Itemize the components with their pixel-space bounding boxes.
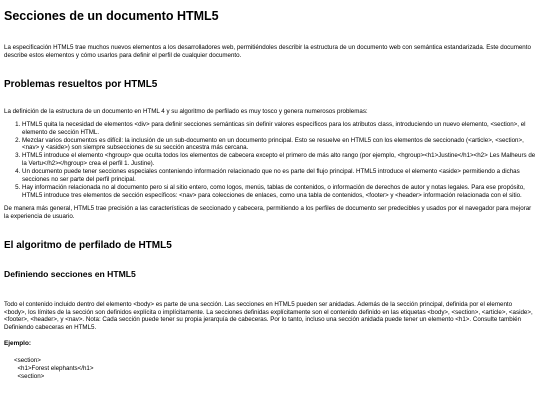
problems-summary: De manera más general, HTML5 trae precisión a las características de seccionado y cabecera, permitiendo a los perfiles de documento ser predecibles y usados por el navegador para mejorar la experiencia de usuario. — [4, 204, 532, 220]
problems-heading: Problemas resueltos por HTML5 — [4, 78, 158, 90]
list-item: 1. HTML5 quita la necesidad de elementos <div> para definir secciones semánticas sin definir valores específicos para los atributos class, introduciendo un nuevo elemento, <section>, el elemento de sección HTML. — [22, 121, 536, 137]
list-item: 5. Hay información relacionada no al documento pero si al sitio entero, como logos, menús, tablas de contenidos, o información de derechos de autor y notas legales. Para ese propósito, HTML5 introduce tres elementos de sección específicos: <nav> para colecciones de enlaces, como una tabla de contenidos, <footer> y <header> información relacionada con el sitio. — [22, 184, 536, 200]
algorithm-heading: El algoritmo de perfilado de HTML5 — [4, 239, 172, 251]
intro-paragraph: La especificación HTML5 trae muchos nuevos elementos a los desarrolladores web, permitiéndoles describir la estructura de un documento web con semántica estandarizada. Este documento describe estos elementos y cómo usarlos para definir el perfil de cualquier documento. — [4, 44, 531, 59]
problems-lead: La definición de la estructura de un documento en HTML 4 y su algoritmo de perfilado es muy tosco y genera numerosos problemas: — [4, 107, 368, 115]
defining-sections-heading: Definiendo secciones en HTML5 — [4, 268, 136, 279]
code-example: <section> <h1>Forest elephants</h1> <section> — [14, 357, 94, 381]
list-item: 3. HTML5 introduce el elemento <hgroup> que oculta todos los elementos de cabecera excepto el primero de más alto rango (por ejemplo, <hgroup><h1>Justine</h1><h2> Les Malheurs de la Vertu</h2></hgroup> crea el perfil 1. Justine). — [22, 152, 536, 168]
list-item: 4. Un documento puede tener secciones especiales conteniendo información relacionado que no es parte del flujo principal. HTML5 introduce el elemento <aside> permitiendo a dichas secciones no ser parte del perfil principal. — [22, 168, 536, 184]
example-label: Ejemplo: — [4, 340, 31, 348]
list-item: 2. Mezclar varios documentos es difícil: la inclusión de un sub-documento en un documento principal. Esto se resuelve en HTML5 con los elementos de seccionado (<article>, <section>, <nav> y <aside>) son siempre subsecciones de su sección ancestra más cercana. — [22, 137, 536, 153]
defining-sections-paragraph: Todo el contenido incluido dentro del elemento <body> es parte de una sección. Las secciones en HTML5 pueden ser anidadas. Además de la sección principal, definida por el elemento <body>, los límites de la sección son definidos explícita o implícitamente. La secciones definidas explícitamente son el contenido definido en las etiquetas <body>, <section>, <article>, <aside>, <footer>, <header>, y <nav>. Nota: Cada sección puede tener su propia jerarquía de cabeceras. Por lo tanto, incluso una sección anidada puede tener un elemento <h1>. Consulte también Definiendo cabeceras en HTML5. — [4, 300, 533, 332]
problems-list — [4, 121, 536, 200]
document-page — [4, 0, 536, 381]
page-title: Secciones de un documento HTML5 — [4, 9, 219, 23]
